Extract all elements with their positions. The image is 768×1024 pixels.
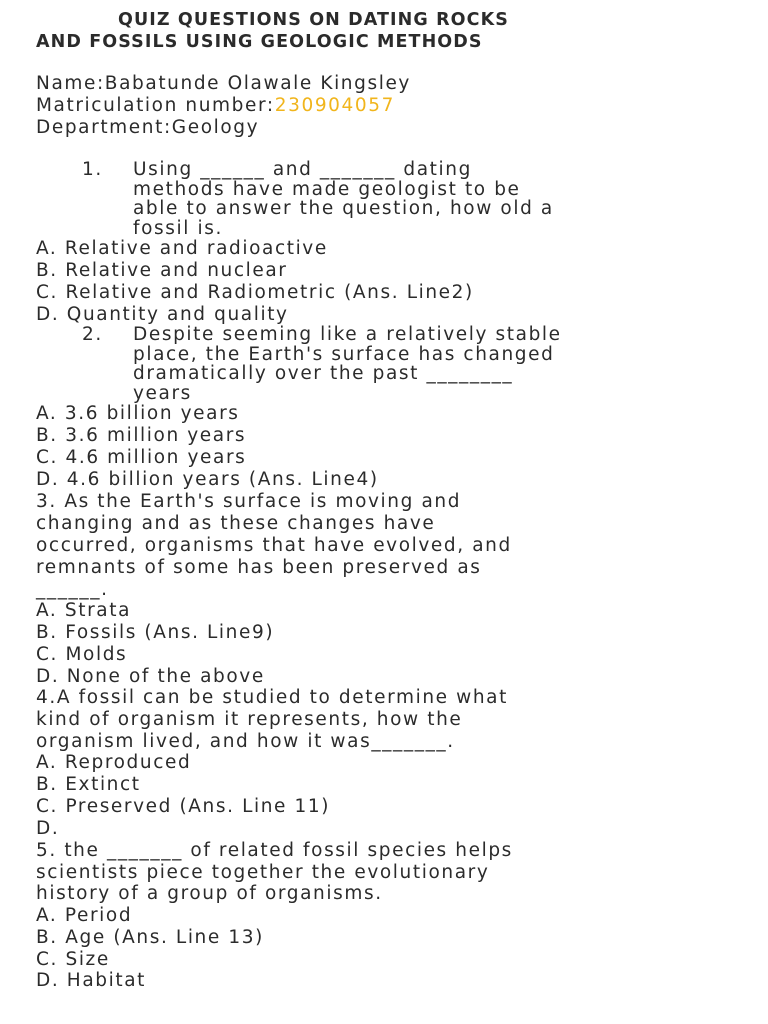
q2-option-c: C. 4.6 million years (36, 447, 247, 468)
question-line: dramatically over the past ________ (133, 363, 514, 384)
question-line: methods have made geologist to be (133, 178, 521, 200)
question-5-line: 5. the _______ of related fossil species helps (36, 840, 513, 861)
question-3-line: 3. As the Earth's surface is moving and (36, 491, 462, 512)
question-3-line: changing and as these changes have (36, 513, 436, 534)
q4-option-b: B. Extinct (36, 774, 141, 795)
question-2-text (133, 325, 733, 403)
q5-option-a: A. Period (36, 905, 133, 926)
question-line: fossil is. (133, 217, 223, 239)
q2-option-d: D. 4.6 billion years (Ans. Line4) (36, 469, 379, 490)
title-line-1: QUIZ QUESTIONS ON DATING ROCKS (118, 10, 509, 30)
question-1-text (133, 160, 733, 238)
q2-option-b: B. 3.6 million years (36, 425, 247, 446)
question-3-line: remnants of some has been preserved as (36, 557, 482, 578)
matric-value: 230904057 (274, 95, 396, 116)
q1-option-d: D. Quantity and quality (36, 304, 289, 325)
title-line-2: AND FOSSILS USING GEOLOGIC METHODS (36, 32, 483, 52)
matriculation-number (36, 95, 395, 116)
matric-label: Matriculation number: (36, 95, 275, 116)
question-4-line: kind of organism it represents, how the (36, 709, 463, 730)
question-line: able to answer the question, how old a (133, 198, 554, 219)
q4-option-a: A. Reproduced (36, 752, 192, 773)
q1-option-c: C. Relative and Radiometric (Ans. Line2) (36, 282, 474, 303)
question-5-line: history of a group of organisms. (36, 883, 383, 904)
question-line: place, the Earth's surface has changed (133, 343, 555, 365)
q5-option-b: B. Age (Ans. Line 13) (36, 927, 264, 948)
q1-option-a: A. Relative and radioactive (36, 238, 328, 259)
question-1-number: 1. (82, 159, 103, 180)
question-4-line: 4.A fossil can be studied to determine what (36, 687, 508, 708)
question-2-number: 2. (82, 324, 103, 345)
question-3-line: ______. (36, 579, 109, 600)
q2-option-a: A. 3.6 billion years (36, 403, 240, 424)
q3-option-d: D. None of the above (36, 666, 265, 687)
question-line: Using ______ and _______ dating (133, 159, 472, 180)
q5-option-c: C. Size (36, 949, 110, 970)
q4-option-c: C. Preserved (Ans. Line 11) (36, 796, 331, 817)
question-5-line: scientists piece together the evolutionary (36, 862, 490, 883)
q1-option-b: B. Relative and nuclear (36, 260, 288, 281)
q5-option-d: D. Habitat (36, 970, 146, 991)
department: Department:Geology (36, 117, 260, 138)
student-name: Name:Babatunde Olawale Kingsley (36, 73, 411, 94)
q3-option-a: A. Strata (36, 600, 132, 621)
question-4-line: organism lived, and how it was_______. (36, 731, 455, 752)
question-3-line: occurred, organisms that have evolved, and (36, 535, 512, 556)
question-line: Despite seeming like a relatively stable (133, 324, 562, 345)
q3-option-c: C. Molds (36, 644, 128, 665)
question-line: years (133, 382, 192, 404)
q4-option-d: D. (36, 818, 60, 839)
q3-option-b: B. Fossils (Ans. Line9) (36, 622, 275, 643)
document-title (36, 9, 736, 53)
